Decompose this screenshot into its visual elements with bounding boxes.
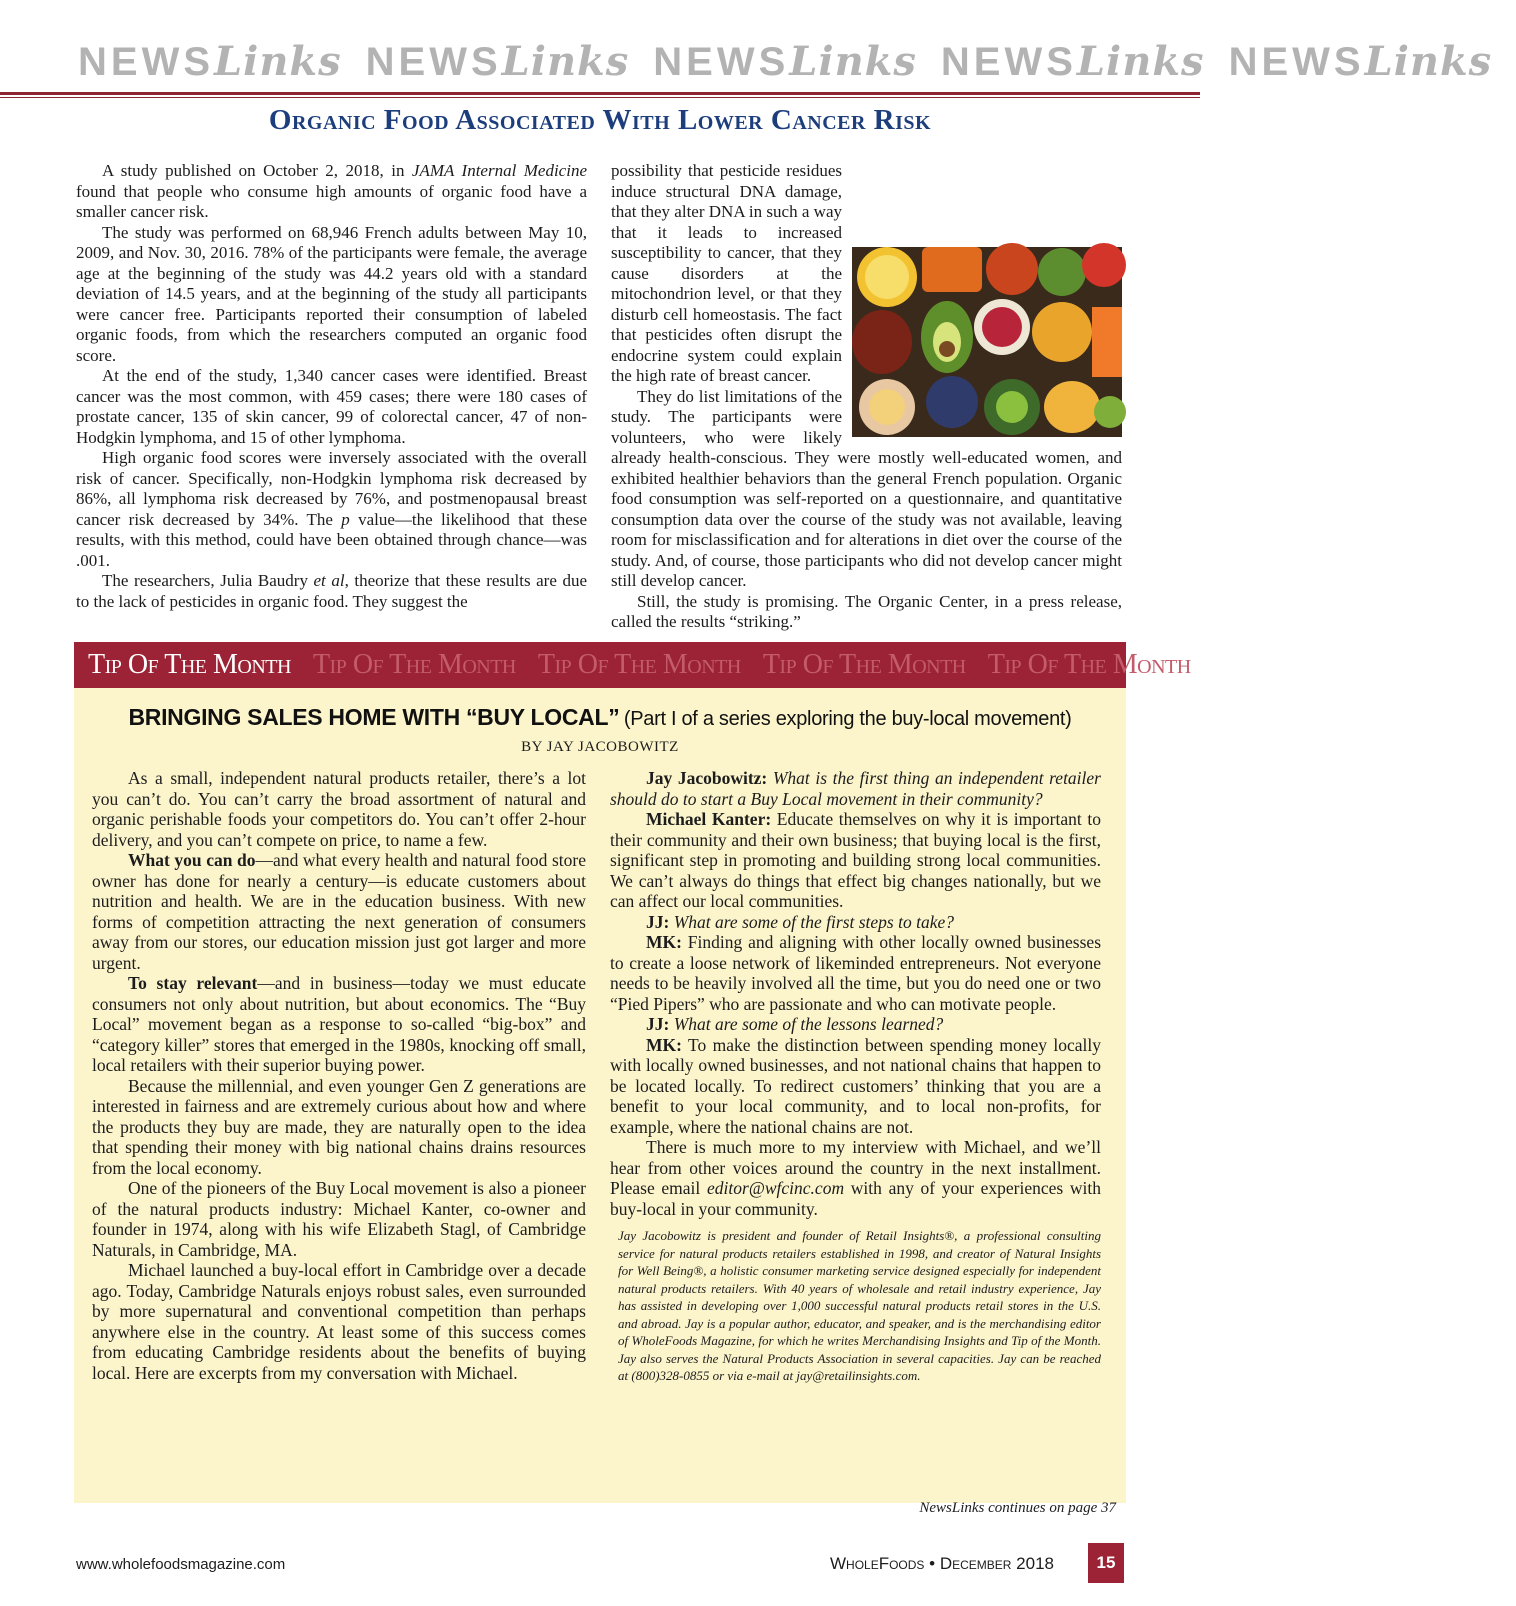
article-headline: Organic Food Associated With Lower Cancer Risk xyxy=(268,104,932,136)
text-run: with any of your experiences with buy-local in your community. xyxy=(610,1178,1101,1219)
tip-headline xyxy=(74,704,1126,731)
banner-links: Links xyxy=(214,38,342,85)
text-run: There is much more to my interview with Michael, and we’ll hear from other voices around the country in the next installment. Please email xyxy=(610,1137,1101,1198)
paragraph: The study was performed on 68,946 French adults between May 10, 2009, and Nov. 30, 2016. 78% of the participants were female, the average age at the beginning of the study was 44.2 years old with a standard deviation of 14.5 years, and at the beginning of the study all participants were cancer free. Participants reported their consumption of labeled organic foods, from which the researchers computed an organic food score. xyxy=(76,222,587,365)
paragraph xyxy=(92,973,586,1076)
photo-organic-foods xyxy=(852,247,1122,437)
text-run: value—the likelihood that these results, with this method, could have been obtained through chance—was .001. xyxy=(76,509,587,570)
banner-news: NEWS xyxy=(1228,40,1365,84)
paragraph: As a small, independent natural products retailer, there’s a lot you can’t do. You can’t carry the broad assortment of natural and organic perishable foods your competitors do. You can’t offer 2-hour delivery, and you can’t compete on price, to name a few. xyxy=(92,768,586,850)
article-right-column xyxy=(611,161,1122,633)
interview-question xyxy=(610,768,1101,809)
speaker-name: JJ: xyxy=(646,1014,670,1034)
tip-label: Tip Of The Month xyxy=(88,649,291,680)
text-run: —and what every health and natural food store owner has done for nearly a century—is educate customers about nutrition and health. We are in the education business. With new forms of competition attracting the next generation of consumers away from our stores, our education mission just got larger and more urgent. xyxy=(92,850,587,973)
interview-answer xyxy=(610,1035,1101,1138)
tip-of-the-month-bar xyxy=(74,642,1191,688)
answer-text: Finding and aligning with other locally owned businesses to create a loose network of likeminded entrepreneurs. Not everyone needs to be heavily involved all the time, but you do need one or two “Pied Pipers” who are passionate and who can motivate people. xyxy=(610,932,1101,1014)
banner-news: NEWS xyxy=(78,40,214,84)
paragraph: At the end of the study, 1,340 cancer cases were identified. Breast cancer was the most common, with 459 cases; there were 180 cases of prostate cancer, 135 of skin cancer, 99 of colorectal cancer, 47 of non-Hodgkin lymphoma, and 15 of other lymphoma. xyxy=(76,366,587,447)
paragraph xyxy=(76,161,587,223)
text-run: , theorize that these results are due to the lack of pesticides in organic food. They suggest the xyxy=(76,571,587,611)
text-run: found that people who consume high amounts of organic food have a smaller cancer risk. xyxy=(76,181,587,221)
banner-news: NEWS xyxy=(365,40,502,84)
vegetables-photo xyxy=(852,247,1122,437)
paragraph xyxy=(92,850,586,973)
speaker-name: MK: xyxy=(646,1034,682,1055)
tip-left-column xyxy=(92,768,586,1383)
speaker-name: MK: xyxy=(646,932,682,952)
speaker-name: Michael Kanter: xyxy=(646,809,772,829)
tip-subtitle: (Part I of a series exploring the buy-local movement) xyxy=(623,708,1072,730)
question-text: What is the first thing an independent retailer should do to start a Buy Local movement in their community? xyxy=(610,768,1101,809)
text-run: —and in business—today we must educate consumers not only about nutrition, but about economics. The “Buy Local” movement began as a response to so-called “big-box” and “category killer” stores that emerged in the 1980s, knocking off small, local retailers with their superior buying power. xyxy=(92,973,586,1075)
tip-title: BRINGING SALES HOME WITH “BUY LOCAL” xyxy=(128,704,620,730)
banner-links: Links xyxy=(1364,38,1493,85)
paragraph xyxy=(76,571,587,612)
speaker-name: JJ: xyxy=(646,911,670,932)
footer-magazine-date: WholeFoods • December 2018 xyxy=(829,1554,1054,1573)
tip-label-ghost: Tip Of The Month xyxy=(537,649,741,680)
interview-answer xyxy=(610,809,1101,912)
lead-in: What you can do xyxy=(128,850,256,870)
text-run: A study published on October 2, 2018, in xyxy=(102,161,412,180)
paragraph: Because the millennial, and even younger Gen Z generations are interested in fairness and are extremely curious about how and where the products they buy are made, they are naturally open to the idea that spending their money with big national chains drains resources from the local economy. xyxy=(92,1075,586,1178)
paragraph: Michael launched a buy-local effort in Cambridge over a decade ago. Today, Cambridge Naturals enjoys robust sales, even surrounded by more supernatural and conventional competition than perhaps anywhere else in the country. At least some of this success comes from educating Cambridge residents about the benefits of buying local. Here are excerpts from my conversation with Michael. xyxy=(92,1260,586,1383)
question-text: What are some of the lessons learned? xyxy=(669,1014,944,1034)
lead-in: To stay relevant xyxy=(128,973,258,993)
text-run: possibility that pesticide residues induce structural DNA damage, that they alter DNA in such a way that it leads to increased susceptibility to cancer, that they cause disorders at the mitochondrion level, or that they disturb cell homeostasis. The fact that pesticides often disrupt the endocrine system could explain the high rate of breast cancer. xyxy=(611,161,842,385)
paragraph: Still, the study is promising. The Organic Center, in a press release, called the results “striking.” xyxy=(611,591,1122,631)
banner-news: NEWS xyxy=(940,40,1077,84)
page-number: 15 xyxy=(1088,1543,1124,1583)
tip-label-ghost: Tip Of The Month xyxy=(762,649,966,680)
header-rule-thin xyxy=(0,97,1200,98)
text-run: High organic food scores were inversely associated with the overall risk of cancer. Specifically, non-Hodgkin lymphoma risk decreased by 86%, all lymphoma risk decreased by 76%, and postmenopausal breast cancer risk decreased by 34%. The xyxy=(76,448,587,529)
et-al: et al xyxy=(313,571,345,590)
header-rule xyxy=(0,92,1200,95)
answer-text: Educate themselves on why it is important to their community and their own business; that buying local is the first, significant step in promoting and building strong local communities. We can’t always do things that effect big changes nationally, but we can affect our local communities. xyxy=(610,809,1101,911)
paragraph xyxy=(76,448,587,571)
banner-links: Links xyxy=(501,38,630,85)
p-value-symbol: p xyxy=(341,509,350,529)
newslinks-banner xyxy=(78,38,1493,90)
paragraph xyxy=(611,161,1122,387)
interview-question xyxy=(610,912,1101,933)
tip-label-ghost: Tip Of The Month xyxy=(312,649,516,680)
question-text: What are some of the first steps to take? xyxy=(669,911,954,932)
interview-answer xyxy=(610,932,1101,1014)
article-left-column xyxy=(76,161,587,612)
answer-text: To make the distinction between spending money locally with locally owned businesses, and not national chains that happen to be located locally. To redirect customers’ thinking that you are a benefit to your local community, and to local non-profits, for example, where the national chains are not. xyxy=(610,1034,1101,1137)
text-run: The researchers, Julia Baudry xyxy=(102,571,314,590)
author-bio: Jay Jacobowitz is president and founder of Retail Insights®, a professional consulting service for natural products retailers established in 1998, and creator of Natural Insights for Well Being®, a holistic consumer marketing service designed especially for independent natural products retailers. With 40 years of wholesale and retail industry experience, Jay has assisted in developing over 1,000 successful natural products retail stores in the U.S. and abroad. Jay is a popular author, educator, and speaker, and is the merchandising editor of WholeFoods Magazine, for which he writes Merchandising Insights and Tip of the Month. Jay also serves the Natural Products Association in several capacities. Jay can be reached at (800)328-0855 or via e-mail at jay@retailinsights.com. xyxy=(618,1228,1101,1383)
email-link[interactable]: editor@wfcinc.com xyxy=(706,1178,845,1198)
speaker-name: Jay Jacobowitz: xyxy=(646,768,768,788)
banner-links: Links xyxy=(789,38,917,85)
banner-links: Links xyxy=(1076,38,1205,85)
footer-website[interactable]: www.wholefoodsmagazine.com xyxy=(76,1556,286,1573)
paragraph: They do list limitations of the study. The participants were volunteers, who were likely already health-conscious. They were mostly well-educated women, and exhibited healthier behaviors than the general French population. Organic food consumption was self-reported on a questionnaire, and quantitative consumption data over the course of the study was not available, leaving room for misclassification and for alterations in diet over the course of the study. And, of course, those participants who did not develop cancer might still develop cancer. xyxy=(611,386,1122,590)
interview-question xyxy=(610,1014,1101,1035)
tip-label-ghost: Tip Of The Month xyxy=(987,649,1191,680)
journal-name: JAMA Internal Medicine xyxy=(411,161,587,180)
paragraph: One of the pioneers of the Buy Local movement is also a pioneer of the natural products industry: Michael Kanter, co-owner and founder in 1974, along with his wife Elizabeth Stagl, of Cambridge Naturals, in Cambridge, MA. xyxy=(92,1178,586,1260)
tip-right-column xyxy=(610,768,1101,1385)
paragraph xyxy=(610,1137,1101,1219)
byline: BY JAY JACOBOWITZ xyxy=(521,739,679,755)
banner-news: NEWS xyxy=(653,40,790,84)
continues-note: NewsLinks continues on page 37 xyxy=(919,1500,1116,1516)
